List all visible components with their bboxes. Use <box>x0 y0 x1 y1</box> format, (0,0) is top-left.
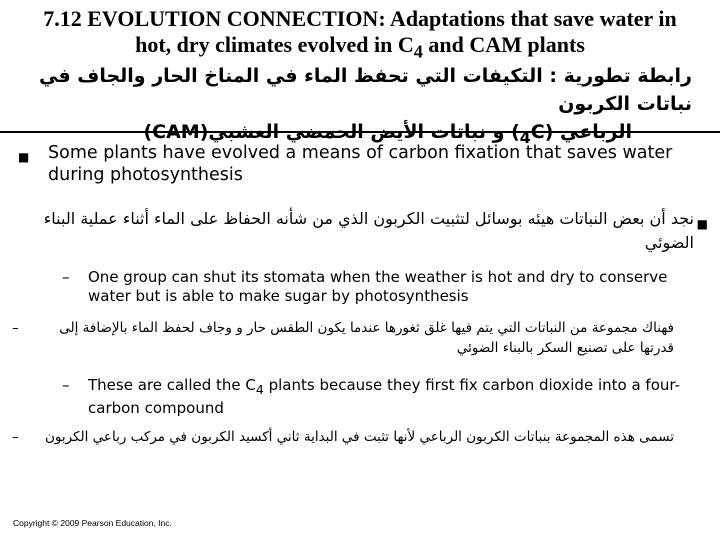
dash-bullet-icon: – <box>12 429 19 445</box>
title-divider <box>0 131 720 133</box>
title-line-2 <box>0 32 720 64</box>
main-bullet <box>18 142 708 186</box>
square-bullet-icon: ■ <box>696 217 708 231</box>
sub-bullet-2-arabic-text: تسمى هذه المجموعة بنباتات الكربون الرباعي لأنها تثبت في البداية ثاني أكسيد الكربون في مركب رباعي الكربون <box>44 429 674 445</box>
arabic-title-line-2-text: الرباعي (C <box>530 121 632 143</box>
dash-bullet-icon: – <box>62 268 70 286</box>
title-line-2-text: hot, dry climates evolved in C <box>135 32 414 57</box>
title-subscript: 4 <box>413 41 423 62</box>
sub-bullet-1 <box>62 268 702 306</box>
sub-bullet-2-text <box>62 376 702 418</box>
sub-bullet-2 <box>62 376 702 418</box>
sub-bullet-2-text-end: plants because they first fix carbon dioxide into a four-carbon compound <box>88 376 680 417</box>
sub-bullet-1-text: One group can shut its stomata when the weather is hot and dry to conserve water but is able to make sugar by photosynthesis <box>88 268 668 305</box>
sub-bullet-1-arabic-text: فهناك مجموعة من النباتات التي يتم فيها غلق ثغورها عندما يكون الطقس حار و وجاف لحفظ الماء بالإضافة إلى قدرتها على تصنيع السكر بالبناء الضوئي <box>59 320 674 356</box>
main-bullet-arabic <box>14 207 708 255</box>
dash-bullet-icon: – <box>62 376 70 394</box>
arabic-title-subscript: 4 <box>519 127 531 147</box>
main-bullet-text: Some plants have evolved a means of carbon fixation that saves water during photosynthesis <box>48 143 673 185</box>
title-line-2-tail: and CAM plants <box>422 32 585 57</box>
sub-bullet-2-text-start: These are called the C <box>88 376 256 394</box>
arabic-title-line-1: رابطة تطورية : التكيفات التي تحفظ الماء في المناخ الحار والجاف في نباتات الكربون <box>38 65 692 115</box>
main-bullet-arabic-text: نجد أن بعض النباتات هيئه بوسائل لتثبيت الكربون الذي من شأنه الحفاظ على الماء أثناء عملية البناء الضوئي <box>43 209 694 252</box>
dash-bullet-icon: – <box>12 320 19 336</box>
slide-title-arabic <box>12 62 692 152</box>
sub-bullet-1-arabic <box>12 318 674 358</box>
square-bullet-icon: ■ <box>18 150 30 164</box>
title-line-1: 7.12 EVOLUTION CONNECTION: Adaptations that save water in <box>43 6 677 31</box>
copyright-footer: Copyright © 2009 Pearson Education, Inc. <box>13 518 172 528</box>
sub-bullet-2-subscript: 4 <box>255 382 264 397</box>
slide-title <box>0 6 720 64</box>
sub-bullet-2-arabic <box>12 427 674 447</box>
arabic-title-line-2-tail: ) و نباتات الأيض الحمضي العشبي(CAM) <box>143 121 520 143</box>
